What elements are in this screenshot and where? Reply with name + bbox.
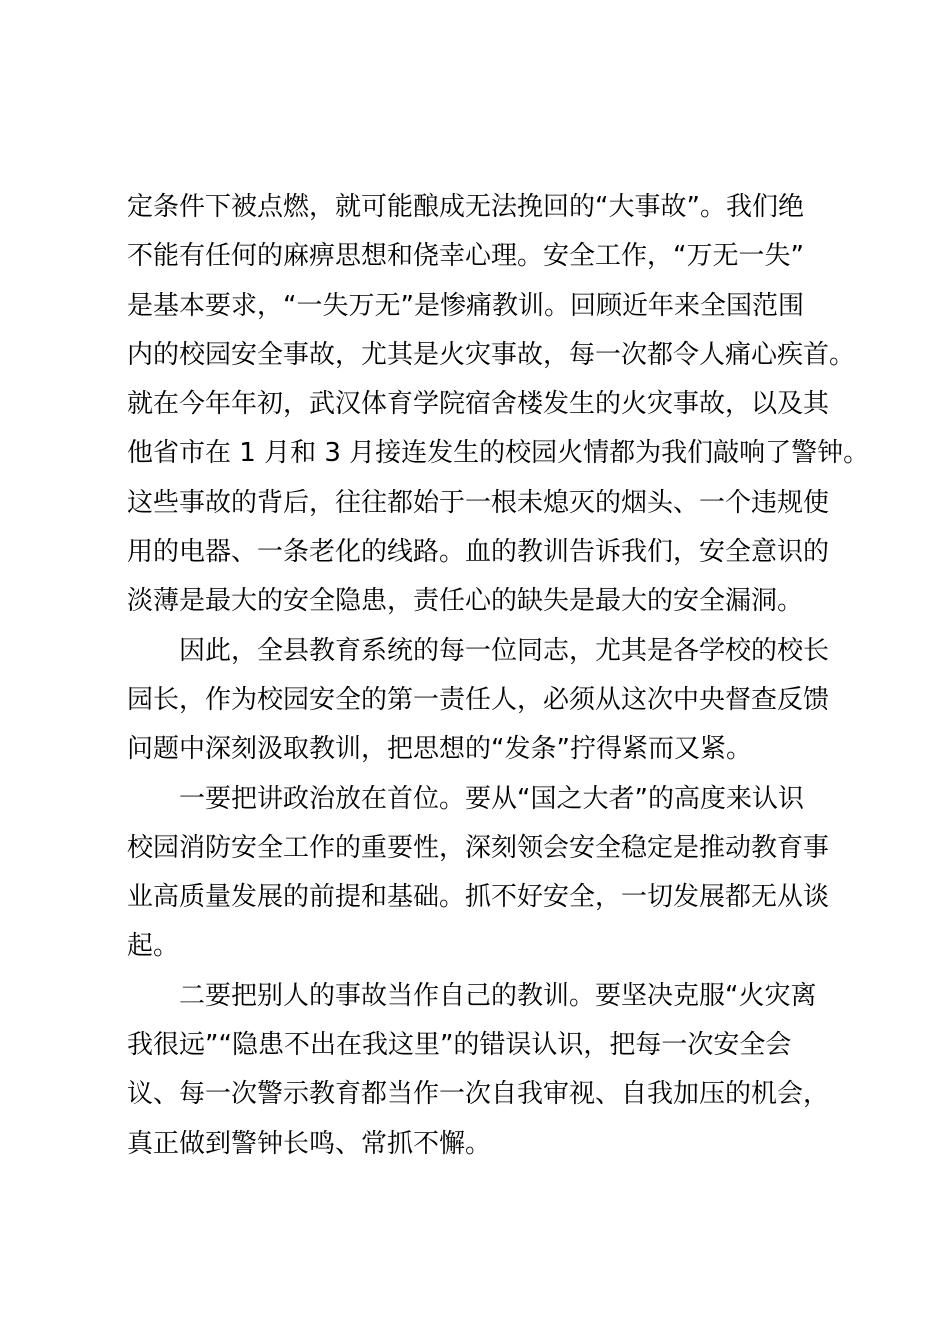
text-line: 他省市在 1 月和 3 月接连发生的校园火情都为我们敲响了警钟。 — [127, 438, 870, 469]
text-line: 内的校园安全事故，尤其是火灾事故，每一次都令人痛心疾首。 — [127, 339, 856, 370]
text-line: 这些事故的背后，往往都始于一根未熄灭的烟头、一个违规使 — [127, 487, 830, 518]
paragraph-3 — [127, 775, 837, 972]
text-line: 定条件下被点燃，就可能酿成无法挽回的“大事故”。我们绝 — [127, 192, 804, 222]
text-line: 就在今年年初，武汉体育学院宿舍楼发生的火灾事故，以及其 — [127, 389, 830, 420]
text-line: 淡薄是最大的安全隐患，责任心的缺失是最大的安全漏洞。 — [127, 586, 804, 617]
text-line: 因此，全县教育系统的每一位同志，尤其是各学校的校长 — [179, 635, 830, 666]
text-line: 起。 — [127, 931, 180, 962]
document-body — [127, 183, 870, 1169]
text-line: 用的电器、一条老化的线路。血的教训告诉我们，安全意识的 — [127, 537, 830, 568]
text-line: 园长，作为校园安全的第一责任人，必须从这次中央督查反馈 — [127, 684, 830, 715]
paragraph-1 — [127, 183, 870, 627]
text-line: 我很远”“隐患不出在我这里”的错误认识，把每一次安全会 — [127, 1030, 792, 1061]
text-line: 二要把别人的事故当作自己的教训。要坚决克服“火灾离 — [179, 980, 817, 1011]
text-line: 业高质量发展的前提和基础。抓不好安全，一切发展都无从谈 — [127, 882, 830, 913]
text-line: 问题中深刻汲取教训，把思想的“发条”拧得紧而又紧。 — [127, 734, 752, 765]
text-line: 议、每一次警示教育都当作一次自我审视、自我加压的机会， — [127, 1079, 830, 1110]
paragraph-4 — [127, 972, 837, 1169]
text-line: 不能有任何的麻痹思想和侥幸心理。安全工作，“万无一失” — [127, 241, 804, 272]
text-line: 真正做到警钟长鸣、常抓不懈。 — [127, 1128, 492, 1159]
text-line: 是基本要求，“一失万无”是惨痛教训。回顾近年来全国范围 — [127, 290, 804, 321]
text-line: 一要把讲政治放在首位。要从“国之大者”的高度来认识 — [179, 783, 804, 814]
text-line: 校园消防安全工作的重要性，深刻领会安全稳定是推动教育事 — [127, 832, 830, 863]
paragraph-2 — [127, 627, 837, 775]
